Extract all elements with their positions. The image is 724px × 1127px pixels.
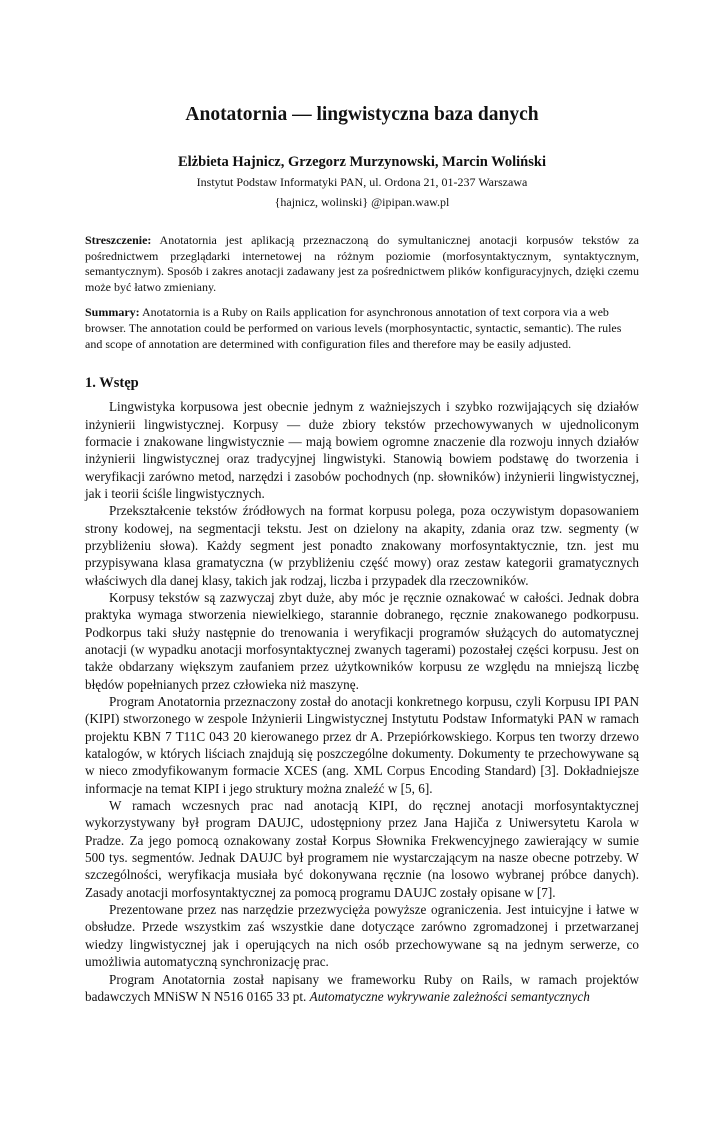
paragraph-last [85, 971, 639, 1006]
section-body [85, 398, 639, 1005]
project-title: Automatyczne wykrywanie zależności semantycznych [309, 988, 590, 1004]
abstract-english [85, 305, 639, 352]
paragraph: Korpusy tekstów są zazwyczaj zbyt duże, aby móc je ręcznie oznakować w całości. Jednak dobra praktyka wymaga stworzenia niewielkiego, starannie dobranego, ręcznie znakowanego podkorpusu. Podkorpus taki służy następnie do trenowania i weryfikacji programów służących do automatycznej anotacji (w wypadku anotacji morfosyntaktycznej zwanych tagerami) pozostałej części korpusu. Jest on także obdarzany większym zaufaniem przez użytkowników korpusu ze względu na mniejszą liczbę błędów popełnianych przez człowieka niż maszynę. [85, 589, 639, 692]
paragraph: Lingwistyka korpusowa jest obecnie jednym z ważniejszych i szybko rozwijających się działów inżynierii lingwistycznej. Korpusy — duże zbiory tekstów przechowywanych w ujednoliconym formacie i znakowane lingwistycznie — mają bowiem ogromne znaczenie dla rozwoju innych działów inżynierii lingwistycznej oraz tradycyjnej lingwistyki. Stanowią bowiem podstawę do tworzenia i weryfikacji zarówno metod, narzędzi i zasobów pochodnych (np. słowników) inżynierii lingwistycznej, jak i teorii ściśle lingwistycznych. [85, 399, 639, 501]
section-heading: 1. Wstęp [85, 375, 139, 392]
email: {hajnicz, wolinski} @ipipan.waw.pl [274, 195, 450, 209]
affiliation: Instytut Podstaw Informatyki PAN, ul. Ordona 21, 01-237 Warszawa [196, 175, 528, 189]
paragraph: Przekształcenie tekstów źródłowych na format korpusu polega, poza oczywistym dopasowaniem strony kodowej, na segmentacji tekstu. Jest on dzielony na akapity, zdania oraz tzw. segmenty (w przybliżeniu słowa). Każdy segment jest ponadto znakowany morfosyntaktycznie, tzn. jest mu przypisywana klasa gramatyczna (w przybliżeniu część mowy) oraz zestaw kategorii gramatycznych właściwych dla danej klasy, takich jak rodzaj, liczba i przypadek dla rzeczowników. [85, 503, 639, 588]
paper-page [0, 103, 724, 1127]
paragraph: Program Anotatornia przeznaczony został do anotacji konkretnego korpusu, czyli Korpusu IPI PAN (KIPI) stworzonego w zespole Inżynierii Lingwistycznej Instytutu Podstaw Informatyki PAN w ramach projektu KBN 7 T11C 043 20 kierowanego przez dr A. Przepiórkowskiego. Korpus ten tworzy drzewo katalogów, w których liściach znajdują się poszczególne dokumenty. Dokumenty te przechowywane są w nieco zmodyfikowanym formacie XCES (ang. XML Corpus Encoding Standard) [3]. Dokładniejsze informacje na temat KIPI i jego struktury można znaleźć w [5, 6]. [85, 694, 639, 796]
paper-authors: Elżbieta Hajnicz, Grzegorz Murzynowski, Marcin Woliński [178, 154, 546, 170]
paragraph: Prezentowane przez nas narzędzie przezwycięża powyższe ograniczenia. Jest intuicyjne i łatwe w obsłudze. Przede wszystkim zaś wszystkie dane dotyczące zarówno zgromadzonej i przetwarzanej wiedzy lingwistycznej jak i operujących na nich osób przechowywane są na jednym serwerze, co umożliwia automatyczną synchronizację prac. [85, 902, 639, 970]
paragraph: W ramach wczesnych prac nad anotacją KIPI, do ręcznej anotacji morfosyntaktycznej wykorzystywany był program DAUJC, udostępniony przez Jana Hajiča z Uniwersytetu Karola w Pradze. Za jego pomocą oznakowany został Korpus Słownika Frekwencyjnego zawierający w sumie 500 tys. segmentów. Jednak DAUJC był programem nie wystarczającym na nasze obecne potrzeby. W szczególności, weryfikacja musiała być dokonywana ręcznie (na losowo wybranej próbce danych). Zasady anotacji morfosyntaktycznej za pomocą programu DAUJC zostały opisane w [7]. [85, 798, 639, 900]
abstract-polish-text: Anotatornia jest aplikacją przeznaczoną do symultanicznej anotacji korpusów tekstów za pośrednictwem przeglądarki internetowej na różnym poziomie (morfosyntaktycznym, syntaktycznym, semantycznym). Sposób i zakres anotacji zadawany jest za pośrednictwem plików konfiguracyjnych, dzięki czemu może być łatwo zmieniany. [85, 233, 639, 294]
abstract-english-text: Anotatornia is a Ruby on Rails application for asynchronous annotation of text corpora via a web browser. The annotation could be performed on various levels (morphosyntactic, syntactic, semantic). The rules and scope of annotation are determined with configuration files and therefore may be easily adjusted. [85, 305, 622, 351]
abstract-english-label: Summary: [85, 305, 140, 320]
paper-title: Anotatornia — lingwistyczna baza danych [185, 104, 539, 125]
abstract-polish-label: Streszczenie: [85, 233, 152, 247]
abstract-polish [85, 233, 639, 295]
paragraph-last-text: Program Anotatornia został napisany we frameworku Ruby on Rails, w ramach projektów badawczych MNiSW N N516 0165 33 pt. [85, 971, 639, 1004]
